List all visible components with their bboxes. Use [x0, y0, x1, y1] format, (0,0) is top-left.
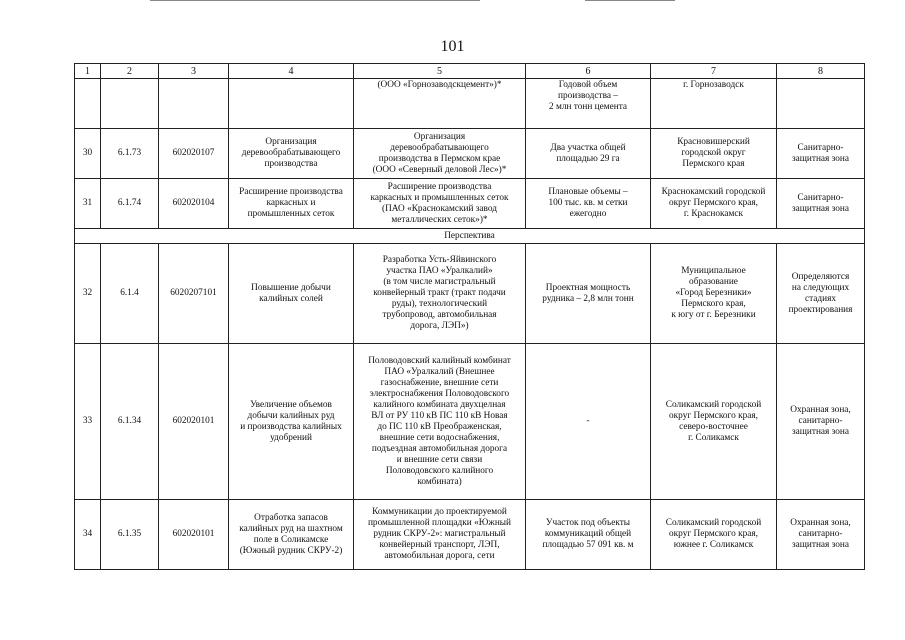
row-number: [75, 79, 101, 129]
scan-edge-line: [585, 0, 675, 1]
row-capacity: Плановые объемы – 100 тыс. кв. м сетки ежегодно: [526, 179, 651, 229]
document-table: [74, 63, 865, 570]
table-row: [75, 500, 865, 570]
row-object: Половодовский калийный комбинат ПАО «Уралкалий (Внешнее газоснабжение, внешние сети электроснабжения Половодовского калийного комбината двухцелная ВЛ от РУ 110 кВ ПС 110 кВ Новая до ПС 110 кВ Преображенская, внешние сети водоснабжения, подъездная автомобильная дорога и внешние сети связи Половодовского калийного комбината): [354, 344, 526, 500]
row-zone: [777, 79, 865, 129]
row-zone: Охранная зона, санитарно- защитная зона: [777, 500, 865, 570]
row-zone: Санитарно- защитная зона: [777, 129, 865, 179]
row-capacity: Годовой объем производства – 2 млн тонн цемента: [526, 79, 651, 129]
row-name: Увеличение объемов добычи калийных руд и производства калийных удобрений: [229, 344, 354, 500]
header-row: [75, 64, 865, 79]
column-header: 2: [101, 64, 159, 79]
row-object: Разработка Усть-Яйвинского участка ПАО «Уралкалий» (в том числе магистральный конвейерный тракт (тракт подачи руды), технологический трубопровод, автомобильная дорога, ЛЭП»): [354, 244, 526, 344]
table-row: [75, 344, 865, 500]
row-object: (ООО «Горнозаводскцемент»)*: [354, 79, 526, 129]
table-row: [75, 129, 865, 179]
row-name: Расширение производства каркасных и промышленных сеток: [229, 179, 354, 229]
row-id: 602020104: [159, 179, 229, 229]
row-code: 6.1.73: [101, 129, 159, 179]
row-code: 6.1.74: [101, 179, 159, 229]
column-header: 7: [651, 64, 777, 79]
column-header: 3: [159, 64, 229, 79]
row-id: 602020101: [159, 344, 229, 500]
row-capacity: Участок под объекты коммуникаций общей площадью 57 091 кв. м: [526, 500, 651, 570]
row-number: 30: [75, 129, 101, 179]
column-header: 6: [526, 64, 651, 79]
row-location: Муниципальное образование «Город Березники» Пермского края, к югу от г. Березники: [651, 244, 777, 344]
page-number: 101: [440, 38, 465, 55]
row-capacity: Два участка общей площадью 29 га: [526, 129, 651, 179]
table-row: [75, 179, 865, 229]
column-header: 1: [75, 64, 101, 79]
row-id: 602020107: [159, 129, 229, 179]
row-code: 6.1.4: [101, 244, 159, 344]
row-name: [229, 79, 354, 129]
row-capacity: -: [526, 344, 651, 500]
row-object: Коммуникации до проектируемой промышленной площадки «Южный рудник СКРУ-2»: магистральный конвейерный транспорт, ЛЭП, автомобильная дорога, сети: [354, 500, 526, 570]
row-code: 6.1.34: [101, 344, 159, 500]
scan-edge-line: [150, 0, 480, 1]
row-object: Расширение производства каркасных и промышленных сеток (ПАО «Краснокамский завод металлических сеток»)*: [354, 179, 526, 229]
row-location: Соликамский городской округ Пермского края, южнее г. Соликамск: [651, 500, 777, 570]
row-id: [159, 79, 229, 129]
table-row: [75, 244, 865, 344]
row-location: Соликамский городской округ Пермского края, северо-восточнее г. Соликамск: [651, 344, 777, 500]
row-zone: Охранная зона, санитарно- защитная зона: [777, 344, 865, 500]
row-name: Отработка запасов калийных руд на шахтном поле в Соликамске (Южный рудник СКРУ-2): [229, 500, 354, 570]
row-code: [101, 79, 159, 129]
row-number: 32: [75, 244, 101, 344]
column-header: 5: [354, 64, 526, 79]
section-row: [75, 229, 865, 244]
row-id: 6020207101: [159, 244, 229, 344]
row-location: г. Горнозаводск: [651, 79, 777, 129]
column-header: 4: [229, 64, 354, 79]
row-zone: Санитарно- защитная зона: [777, 179, 865, 229]
section-title: Перспектива: [75, 229, 865, 244]
row-zone: Определяются на следующих стадиях проектирования: [777, 244, 865, 344]
row-location: Краснокамский городской округ Пермского края, г. Краснокамск: [651, 179, 777, 229]
row-number: 34: [75, 500, 101, 570]
table-row: [75, 79, 865, 129]
row-number: 31: [75, 179, 101, 229]
row-name: Повышение добычи калийных солей: [229, 244, 354, 344]
row-capacity: Проектная мощность рудника – 2,8 млн тонн: [526, 244, 651, 344]
row-location: Красновишерский городской округ Пермского края: [651, 129, 777, 179]
row-object: Организация деревообрабатывающего производства в Пермском крае (ООО «Северный деловой Лес»)*: [354, 129, 526, 179]
column-header: 8: [777, 64, 865, 79]
row-name: Организация деревообрабатывающего производства: [229, 129, 354, 179]
row-code: 6.1.35: [101, 500, 159, 570]
row-id: 602020101: [159, 500, 229, 570]
row-number: 33: [75, 344, 101, 500]
